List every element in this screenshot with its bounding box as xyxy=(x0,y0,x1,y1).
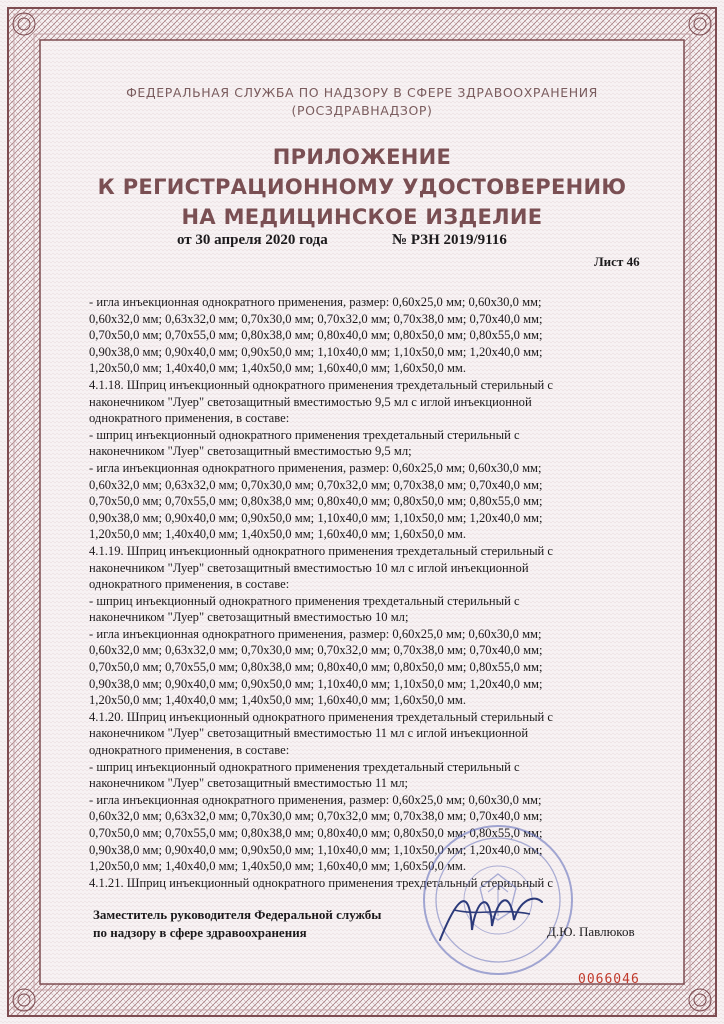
handwritten-signature xyxy=(430,880,550,950)
body-line: 0,60x32,0 мм; 0,63x32,0 мм; 0,70x30,0 мм; 0,70x32,0 мм; 0,70x38,0 мм; 0,70x40,0 мм; xyxy=(89,809,543,824)
body-line: 0,60x32,0 мм; 0,63x32,0 мм; 0,70x30,0 мм; 0,70x32,0 мм; 0,70x38,0 мм; 0,70x40,0 мм; xyxy=(89,311,543,326)
title-line-2: К РЕГИСТРАЦИОННОМУ УДОСТОВЕРЕНИЮ xyxy=(97,175,627,199)
agency-header xyxy=(0,84,724,120)
body-line: 4.1.18. Шприц инъекционный однократного применения трехдетальный стерильный с xyxy=(89,377,554,392)
body-line: 0,90x38,0 мм; 0,90x40,0 мм; 0,90x50,0 мм; 1,10x40,0 мм; 1,10x50,0 мм; 1,20x40,0 мм; xyxy=(89,842,543,857)
signer-position-line-2: по надзору в сфере здравоохранения xyxy=(93,925,307,940)
agency-name: ФЕДЕРАЛЬНАЯ СЛУЖБА ПО НАДЗОРУ В СФЕРЕ ЗДРАВООХРАНЕНИЯ xyxy=(126,85,598,100)
body-text xyxy=(89,294,613,891)
body-line: 1,20x50,0 мм; 1,40x40,0 мм; 1,40x50,0 мм; 1,60x40,0 мм; 1,60x50,0 мм. xyxy=(89,527,467,542)
body-line: - игла инъекционная однократного применения, размер: 0,60x25,0 мм; 0,60x30,0 мм; xyxy=(89,792,542,807)
body-line: 4.1.20. Шприц инъекционный однократного применения трехдетальный стерильный с xyxy=(89,709,554,724)
body-line: наконечником "Луер" светозащитный вместимостью 9,5 мл; xyxy=(89,444,412,459)
body-line: 1,20x50,0 мм; 1,40x40,0 мм; 1,40x50,0 мм; 1,60x40,0 мм; 1,60x50,0 мм. xyxy=(89,859,467,874)
body-line: 0,60x32,0 мм; 0,63x32,0 мм; 0,70x30,0 мм; 0,70x32,0 мм; 0,70x38,0 мм; 0,70x40,0 мм; xyxy=(89,643,543,658)
body-line: - игла инъекционная однократного применения, размер: 0,60x25,0 мм; 0,60x30,0 мм; xyxy=(89,626,542,641)
body-line: 0,90x38,0 мм; 0,90x40,0 мм; 0,90x50,0 мм; 1,10x40,0 мм; 1,10x50,0 мм; 1,20x40,0 мм; xyxy=(89,344,543,359)
body-line: однократного применения, в составе: xyxy=(89,577,290,592)
body-line: 4.1.19. Шприц инъекционный однократного применения трехдетальный стерильный с xyxy=(89,543,554,558)
body-line: наконечником "Луер" светозащитный вместимостью 11 мл; xyxy=(89,776,408,791)
body-line: 0,70x50,0 мм; 0,70x55,0 мм; 0,80x38,0 мм; 0,80x40,0 мм; 0,80x50,0 мм; 0,80x55,0 мм; xyxy=(89,660,543,675)
body-line: наконечником "Луер" светозащитный вместимостью 10 мл; xyxy=(89,610,409,625)
sheet-number: Лист 46 xyxy=(594,254,640,269)
title-line-3: НА МЕДИЦИНСКОЕ ИЗДЕЛИЕ xyxy=(181,205,543,229)
body-line: однократного применения, в составе: xyxy=(89,411,290,426)
document-title xyxy=(0,142,724,232)
body-line: 1,20x50,0 мм; 1,40x40,0 мм; 1,40x50,0 мм; 1,60x40,0 мм; 1,60x50,0 мм. xyxy=(89,693,467,708)
body-line: наконечником "Луер" светозащитный вместимостью 11 мл с иглой инъекционной xyxy=(89,726,529,741)
registration-number: № РЗН 2019/9116 xyxy=(392,232,507,248)
body-line: 0,70x50,0 мм; 0,70x55,0 мм; 0,80x38,0 мм; 0,80x40,0 мм; 0,80x50,0 мм; 0,80x55,0 мм; xyxy=(89,328,543,343)
body-line: 4.1.21. Шприц инъекционный однократного применения трехдетальный стерильный с xyxy=(89,875,554,890)
title-line-1: ПРИЛОЖЕНИЕ xyxy=(272,145,452,169)
registration-date: от 30 апреля 2020 года xyxy=(177,232,328,248)
agency-abbreviation: (РОСЗДРАВНАДЗОР) xyxy=(291,103,433,118)
body-line: - шприц инъекционный однократного применения трехдетальный стерильный с xyxy=(89,759,520,774)
body-line: наконечником "Луер" светозащитный вместимостью 9,5 мл с иглой инъекционной xyxy=(89,394,532,409)
body-line: - шприц инъекционный однократного применения трехдетальный стерильный с xyxy=(89,427,520,442)
signer-name: Д.Ю. Павлюков xyxy=(547,924,635,939)
body-line: 0,60x32,0 мм; 0,63x32,0 мм; 0,70x30,0 мм; 0,70x32,0 мм; 0,70x38,0 мм; 0,70x40,0 мм; xyxy=(89,477,543,492)
body-line: - шприц инъекционный однократного применения трехдетальный стерильный с xyxy=(89,593,520,608)
body-line: наконечником "Луер" светозащитный вместимостью 10 мл с иглой инъекционной xyxy=(89,560,529,575)
signer-block xyxy=(93,906,381,942)
body-line: 0,90x38,0 мм; 0,90x40,0 мм; 0,90x50,0 мм; 1,10x40,0 мм; 1,10x50,0 мм; 1,20x40,0 мм; xyxy=(89,676,543,691)
body-line: 0,70x50,0 мм; 0,70x55,0 мм; 0,80x38,0 мм; 0,80x40,0 мм; 0,80x50,0 мм; 0,80x55,0 мм; xyxy=(89,826,543,840)
body-line: - игла инъекционная однократного применения, размер: 0,60x25,0 мм; 0,60x30,0 мм; xyxy=(89,295,542,309)
serial-number: 0066046 xyxy=(578,972,640,987)
body-line: 0,90x38,0 мм; 0,90x40,0 мм; 0,90x50,0 мм; 1,10x40,0 мм; 1,10x50,0 мм; 1,20x40,0 мм; xyxy=(89,510,543,525)
registration-line xyxy=(0,232,724,252)
signer-position-line-1: Заместитель руководителя Федеральной службы xyxy=(93,907,382,922)
body-line: 0,70x50,0 мм; 0,70x55,0 мм; 0,80x38,0 мм; 0,80x40,0 мм; 0,80x50,0 мм; 0,80x55,0 мм; xyxy=(89,494,543,509)
body-line: однократного применения, в составе: xyxy=(89,743,290,758)
body-line: 1,20x50,0 мм; 1,40x40,0 мм; 1,40x50,0 мм; 1,60x40,0 мм; 1,60x50,0 мм. xyxy=(89,361,467,376)
body-line: - игла инъекционная однократного применения, размер: 0,60x25,0 мм; 0,60x30,0 мм; xyxy=(89,460,542,475)
